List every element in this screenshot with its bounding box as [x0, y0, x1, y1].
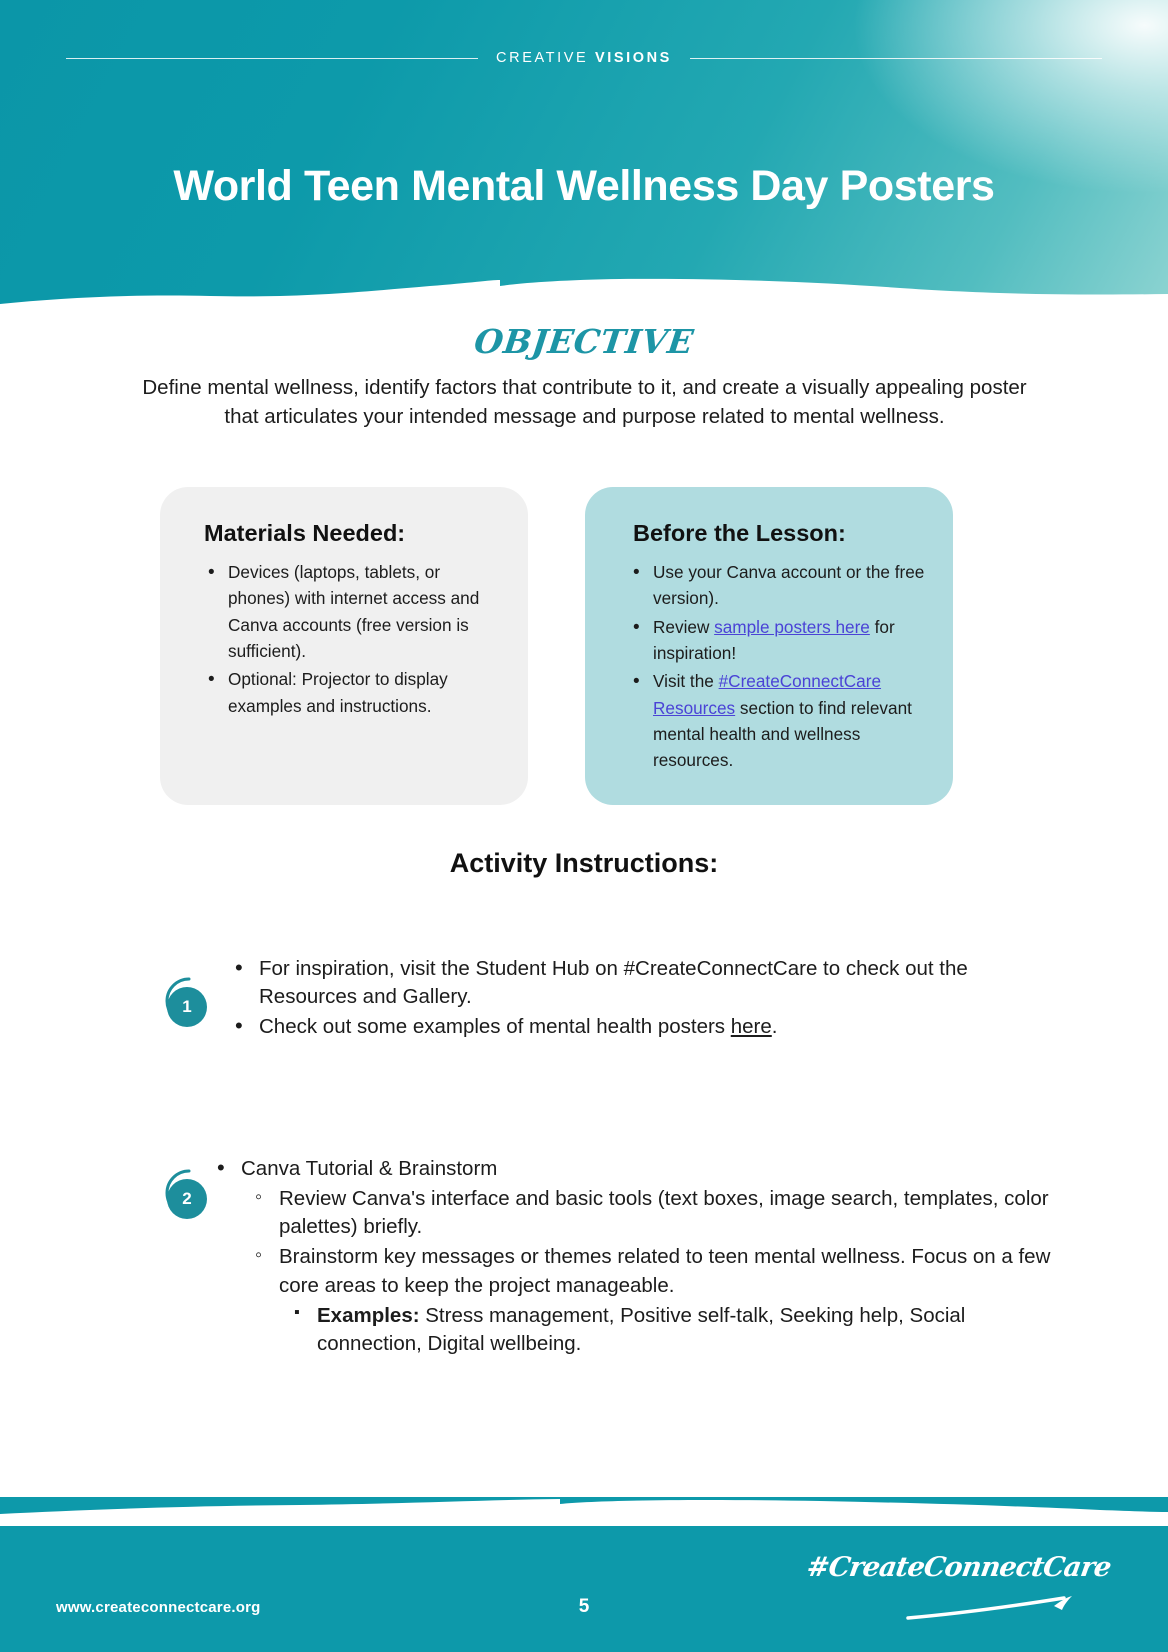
step-badge-ring-icon	[155, 1167, 207, 1219]
step-badge-ring-icon	[155, 975, 207, 1027]
before-lesson-card-title: Before the Lesson:	[633, 520, 846, 546]
footer-page-number: 5	[578, 1596, 590, 1617]
step-number-badge-2	[155, 1167, 207, 1219]
step-1-list	[233, 955, 1068, 1041]
step-2-examples-list	[279, 1302, 1068, 1358]
footer-wave-divider	[0, 1496, 1168, 1526]
page-title: World Teen Mental Wellness Day Posters	[173, 162, 995, 210]
examples-text: Stress management, Positive self-talk, Seeking help, Social connection, Digital wellbeing.	[317, 1303, 966, 1355]
page-header	[0, 0, 1168, 318]
brand-name-bold: VISIONS	[594, 50, 672, 66]
activity-steps	[0, 955, 1168, 1360]
brand-name-thin: CREATIVE	[496, 50, 589, 66]
list-item-text-pre: Review	[653, 616, 715, 637]
step-2-list	[215, 1155, 1068, 1358]
objective-body: Define mental wellness, identify factors that contribute to it, and create a visually appealing poster that articulates your intended message and purpose related to mental wellness.	[142, 376, 1027, 429]
swoosh-icon	[904, 1592, 1104, 1622]
step-2-lead-text: Canva Tutorial & Brainstorm	[241, 1157, 498, 1181]
list-item	[233, 1013, 1068, 1041]
page-footer	[0, 1497, 1168, 1652]
eyebrow-rule-right	[690, 58, 1102, 59]
list-item: • For inspiration, visit the Student Hub on #CreateConnectCare to check out the Resources and Gallery.	[233, 955, 1068, 1011]
footer-logo	[804, 1552, 1113, 1624]
activity-instructions-title: Activity Instructions:	[449, 848, 719, 878]
list-item	[253, 1243, 1068, 1357]
list-item	[291, 1302, 1068, 1358]
step-number-label: 1	[182, 997, 192, 1016]
step-number-badge-1	[155, 975, 207, 1027]
footer-logo-text: #CreateConnectCare	[804, 1552, 1113, 1583]
before-lesson-list	[611, 559, 927, 774]
step-1-content	[233, 955, 1068, 1043]
materials-list	[186, 559, 502, 719]
list-item-text-pre: Check out some examples of mental health posters	[259, 1015, 731, 1039]
step-2-sublist	[241, 1185, 1068, 1357]
brand-eyebrow	[0, 50, 1168, 66]
before-the-lesson-card	[585, 487, 953, 805]
header-wave-divider	[0, 274, 1168, 318]
list-item-text-post: .	[771, 1015, 778, 1039]
list-item	[631, 668, 927, 773]
create-connect-care-resources-link[interactable]: #CreateConnectCare Resources	[653, 671, 882, 718]
objective-heading: OBJECTIVE	[472, 322, 696, 361]
footer-website-url[interactable]: www.createconnectcare.org	[56, 1599, 261, 1616]
eyebrow-rule-left	[66, 58, 478, 59]
here-link[interactable]: here	[730, 1015, 772, 1039]
sample-posters-link[interactable]: sample posters here	[714, 616, 870, 637]
list-item-text-pre: Visit the	[653, 671, 719, 692]
list-item: ◦ Review Canva's interface and basic tools (text boxes, image search, templates, color palettes) briefly.	[253, 1185, 1068, 1241]
list-item-text: Use your Canva account or the free version).	[653, 562, 925, 609]
list-item-text-post: for inspiration!	[653, 616, 895, 663]
list-item-text-post: section to find relevant mental health and wellness resources.	[653, 697, 912, 771]
step-number-label: 2	[182, 1189, 192, 1209]
list-item	[631, 559, 927, 612]
list-item	[631, 614, 927, 667]
list-item: • Devices (laptops, tablets, or phones) with internet access and Canva accounts (free version is sufficient).	[206, 559, 502, 664]
step-2-content	[215, 1155, 1068, 1360]
examples-label: Examples:	[317, 1303, 420, 1327]
brand-name	[496, 50, 672, 66]
activity-step-1	[0, 955, 1168, 1043]
list-item: • Optional: Projector to display examples and instructions.	[206, 666, 502, 719]
materials-needed-card	[160, 487, 528, 805]
info-cards	[160, 487, 953, 805]
materials-card-title: Materials Needed:	[204, 520, 406, 546]
list-item	[215, 1155, 1068, 1358]
list-item-text: Brainstorm key messages or themes related to teen mental wellness. Focus on a few core areas to keep the project manageable.	[279, 1245, 1051, 1297]
activity-step-2	[0, 1155, 1168, 1360]
